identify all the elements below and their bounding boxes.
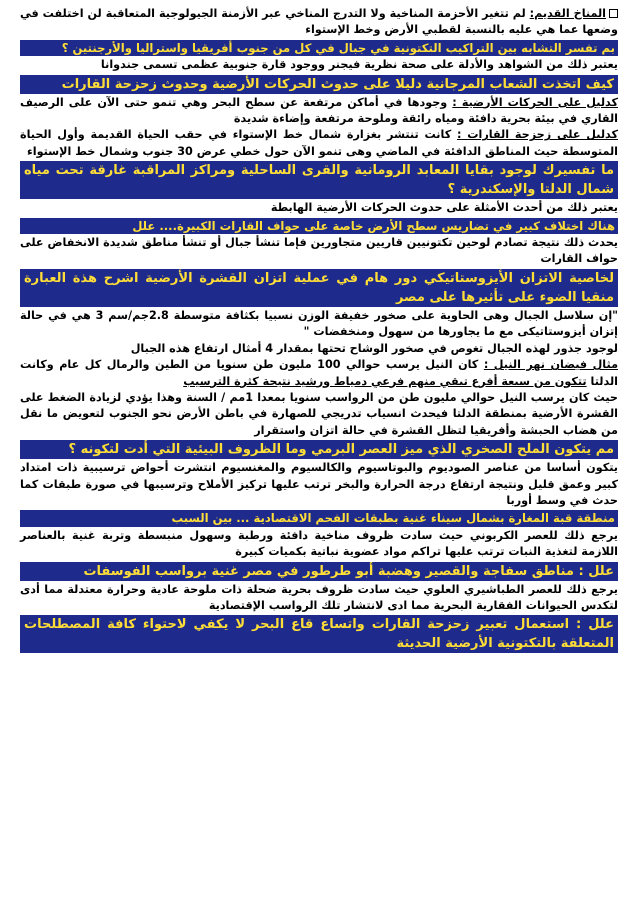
answer-delta-sedimentation: حيث كان يرسب النيل حوالي مليون طن من الرواسب سنويا بمعدا 1مم / السنة وهذا يؤدي لزيادة الضغط على القشرة الأرضية بمنطقة الدلتا فيحدث انسياب تدريجي للصهارة في باطن الأرض نحو الجنوب لتعويض ما نقل من هضاب الحبشة وأفريقيا لتظل القشرة في حالة اتزان واستقرار — [20, 390, 618, 437]
term-continental-drift-evidence: كدليل على زحزحة القارات : — [457, 128, 619, 142]
term-earth-movements-evidence: كدليل على الحركات الأرضية : — [452, 95, 618, 109]
text-delta-branches: تتكون من سبعة أفرع تبقي منهم فرعي دمياط ورشيد نتيجة كثرة الترسيب — [183, 374, 587, 388]
answer-cretaceous: يرجع ذلك للعصر الطباشيري العلوي حيث سادت ظروف بحرية ضحلة ذات ملوحة عادية وحرارة معتدلة مما أدى لتكدس الحيوانات الفقارية البحرية مما ادى لانتشار تلك الرواسب الإقتصادية — [20, 582, 618, 612]
answer-plate-collision: يحدث ذلك نتيجة تصادم لوحين تكتونيين قاريين متجاورين فإما تنشأ جبال أو تنشأ مناطق شديدة الانخفاض على حواف القارات — [20, 236, 618, 266]
answer-gondwana: يعتبر ذلك من الشواهد والأدلة على صحة نظرية فيجنر ووجود قارة جنوبية عظمى تسمى جندوانا — [100, 58, 618, 72]
checkbox-icon — [609, 9, 618, 18]
term-ancient-climate: المناخ القديم: — [529, 7, 606, 20]
question-tectonic-similarity: بم تفسر التشابه بين التراكيب التكتونية في جبال في كل من جنوب أفريقيا واستراليا والأرجنتين ؟ — [20, 40, 618, 56]
text-earth-movements-evidence: وجودها في أماكن مرتفعة عن سطح البحر وهي تنمو حتى الآن على الرصيف القاري في بيئة بحرية دافئة ومياه رائقة وملوحة مرتفعة وإضاءة شديدة — [20, 95, 618, 126]
answer-mountain-roots: لوجود جذور لهذه الجبال تغوص في صخور الوشاح تحتها بمقدار 4 أمثال ارتفاع هذه الجبال — [130, 341, 618, 355]
paragraph-ancient-climate — [20, 6, 618, 39]
question-isostasy: لخاصية الاتزان الأيزوستاتيكي دور هام في عملية اتزان القشرة الأرضية اشرح هذة العبارة منقيا الضوء على تأثيرها على مصر — [20, 269, 618, 307]
text-continental-drift-evidence: كانت تنتشر بغزارة شمال خط الإستواء في حقب الحياة القديمة وأول الحياة المتوسطة حيث المناطق الدافئة في الماضي وهى تنمو الآن حول خطي عرض 30 جنوب وشمال خط الإستواء — [20, 128, 618, 158]
question-maghara-coal: منطقة قبة المغارة بشمال سيناء غنية بطبقات الفحم الاقتصادية ... بين السبب — [20, 510, 618, 526]
example-nile-flood — [20, 357, 618, 390]
text-nile-flood: كان النيل يرسب حوالي 100 مليون طن سنويا من الطين والرمال كل عام وكانت الدلتا — [20, 358, 618, 388]
question-coral-reefs: كيف اتخذت الشعاب المرجانية دليلا على حدوث الحركات الأرضية وحدوث زحزحة القارات — [20, 75, 618, 94]
answer-rock-salt: يتكون أساسا من عناصر الصوديوم والبوتاسيوم والكالسيوم والمغنسيوم انتشرت أحواض ترسيبية ذات امتداد كبير وعمق قليل ونتيجة ارتفاع درجة الحرارة والبخر ترتب عليها تركيز الأملاح وترسيبها في صورة طبقات كما حدث في وسط أوربا — [20, 461, 618, 507]
answer-coral-continental-drift — [20, 127, 618, 160]
answer-subsiding-movements: يعتبر ذلك من أحدث الأمثلة على حدوث الحركات الأرضية الهابطة — [270, 201, 618, 215]
question-rock-salt: مم يتكون الملح الصخري الذي ميز العصر البرمي وما الظروف البيئية التي أدت لتكونه ؟ — [20, 440, 618, 459]
answer-carboniferous: يرجع ذلك للعصر الكربوني حيث سادت ظروف مناخية دافئة ورطبة وسهول منبسطة وتربة غنية بالعناصر اللازمة لتغذية النبات ترتب عليها تراكم مواد عضوية نباتية بكميات كبيرة — [20, 528, 618, 559]
text-ancient-climate: لم تتغير الأحزمة المناخية ولا التدرج المناخي عبر الأزمنة الجيولوجية المتعاقبة لن اختلفت في وضعها عما هي عليه بالنسبة لقطبي الأرض وخط الإستواء — [20, 7, 618, 37]
question-phosphate: علل : مناطق سفاجة والقصير وهضبة أبو طرطور في مصر غنية برواسب الفوسفات — [20, 562, 618, 581]
term-nile-flood: مثال فيضان نهر النيل : — [483, 358, 618, 372]
question-roman-temples: ما تفسيرك لوجود بقايا المعابد الرومانية والقرى الساحلية ومراكز المراقبة غارقة تحت مياه شمال الدلتا والإسكندرية ؟ — [20, 161, 618, 199]
answer-coral-earth-movements — [20, 95, 618, 128]
question-modern-tectonics: علل : استعمال تعبير زحزحة القارات واتساع قاع البحر لا يكفي لاحتواء كافة المصطلحات المتعلقة بالتكتونية الأرضية الحديثة — [20, 615, 618, 653]
quote-isostasy: "إن سلاسل الجبال وهى الحاوية على صخور خفيفة الوزن نسبيا بكثافة متوسطة 2.8جم/سم 3 هي في حالة إتزان أيزوستاتيكى مع ما يجاورها من سهول ومنخفضات " — [20, 308, 618, 339]
question-surface-differences: هناك اختلاف كبير في تضاريس سطح الأرض خاصة على حواف القارات الكبيرة.... علل — [20, 218, 618, 234]
